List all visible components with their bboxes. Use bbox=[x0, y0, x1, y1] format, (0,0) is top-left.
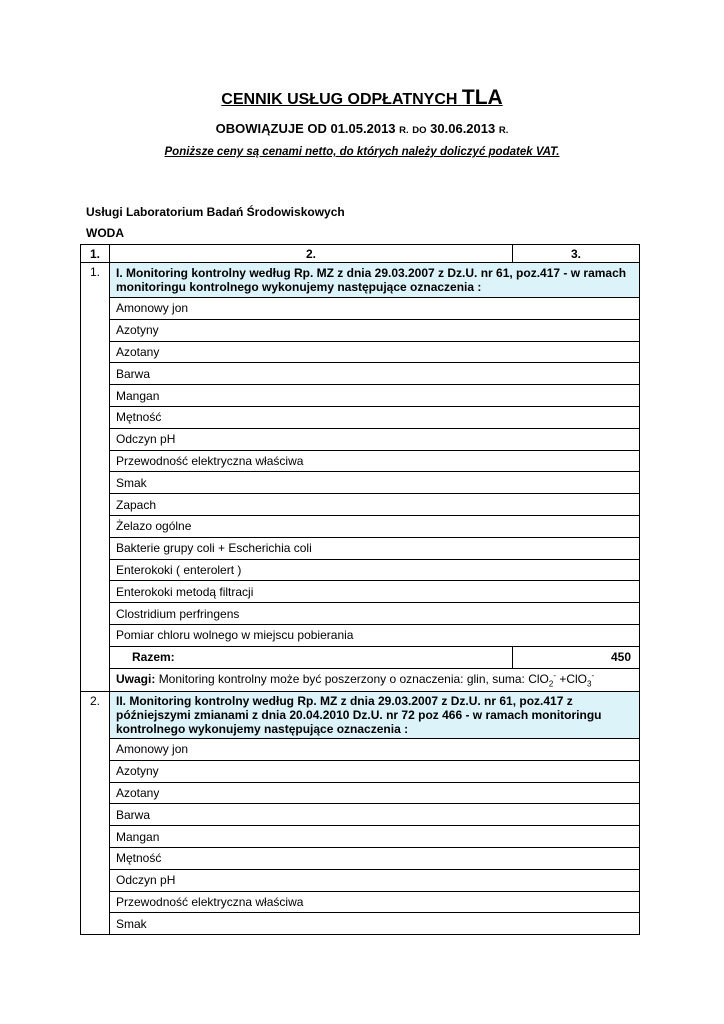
item-label: Clostridium perfringens bbox=[110, 603, 640, 625]
header-col-1: 1. bbox=[81, 245, 110, 263]
subsection-title: WODA bbox=[86, 226, 124, 240]
table-row bbox=[81, 760, 640, 782]
sum-value: 450 bbox=[513, 646, 640, 668]
table-row bbox=[81, 406, 640, 428]
validity-r1: R. bbox=[399, 125, 409, 136]
group-heading: II. Monitoring kontrolny według Rp. MZ z dnia 29.03.2007 z Dz.U. nr 61, poz.417 z późniejszymi zmianami z dnia 20.04.2010 Dz.U. nr 72 poz 466 - w ramach monitoringu kontrolnego wykonujemy następujące oznaczenia : bbox=[110, 691, 640, 738]
remarks-sup2: - bbox=[591, 670, 595, 680]
item-label: Amonowy jon bbox=[110, 738, 640, 760]
header-col-3: 3. bbox=[513, 245, 640, 263]
remarks-label: Uwagi: bbox=[116, 671, 156, 686]
table-row bbox=[81, 869, 640, 891]
header-col-2: 2. bbox=[110, 245, 513, 263]
item-label: Bakterie grupy coli + Escherichia coli bbox=[110, 537, 640, 559]
item-label: Przewodność elektryczna właściwa bbox=[110, 450, 640, 472]
table-row bbox=[81, 472, 640, 494]
table-row bbox=[81, 298, 640, 320]
item-label: Enterokoki ( enterolert ) bbox=[110, 559, 640, 581]
table-row bbox=[81, 385, 640, 407]
item-label: Smak bbox=[110, 913, 640, 935]
item-label: Pomiar chloru wolnego w miejscu pobierania bbox=[110, 624, 640, 646]
item-label: Przewodność elektryczna właściwa bbox=[110, 891, 640, 913]
validity-r2: R. bbox=[498, 125, 509, 136]
table-row bbox=[81, 826, 640, 848]
table-row bbox=[81, 319, 640, 341]
item-label: Barwa bbox=[110, 804, 640, 826]
item-label: Odczyn pH bbox=[110, 869, 640, 891]
validity-end: 30.06.2013 bbox=[430, 121, 496, 136]
table-header-row bbox=[81, 245, 640, 263]
item-label: Azotyny bbox=[110, 319, 640, 341]
sum-label: Razem: bbox=[110, 646, 513, 668]
title-main: CENNIK USŁUG ODPŁATNYCH bbox=[221, 91, 458, 108]
item-label: Smak bbox=[110, 472, 640, 494]
item-label: Mętność bbox=[110, 406, 640, 428]
sum-row bbox=[81, 646, 640, 668]
validity-prefix: OBOWIĄZUJE OD 01.05.2013 bbox=[215, 121, 396, 136]
remarks-sub1: 2 bbox=[548, 678, 554, 688]
table-row bbox=[81, 581, 640, 603]
table-row bbox=[81, 494, 640, 516]
remarks-sup1: - bbox=[553, 670, 556, 680]
section-title: Usługi Laboratorium Badań Środowiskowych bbox=[86, 205, 345, 219]
title-suffix: TLA bbox=[461, 86, 503, 109]
table-row bbox=[81, 537, 640, 559]
table-row bbox=[81, 782, 640, 804]
item-label: Żelazo ogólne bbox=[110, 515, 640, 537]
price-table bbox=[80, 244, 640, 935]
item-label: Enterokoki metodą filtracji bbox=[110, 581, 640, 603]
table-row bbox=[81, 847, 640, 869]
table-row bbox=[81, 559, 640, 581]
item-label: Mangan bbox=[110, 826, 640, 848]
group-number: 2. bbox=[81, 691, 110, 738]
table-row bbox=[81, 913, 640, 935]
item-label: Zapach bbox=[110, 494, 640, 516]
item-label: Barwa bbox=[110, 363, 640, 385]
table-row bbox=[81, 804, 640, 826]
group-heading-row bbox=[81, 691, 640, 738]
remarks bbox=[110, 668, 640, 691]
validity-period bbox=[0, 121, 724, 136]
table-row bbox=[81, 450, 640, 472]
vat-note: Poniższe ceny są cenami netto, do których należy doliczyć podatek VAT. bbox=[164, 146, 560, 158]
table-row bbox=[81, 891, 640, 913]
validity-do: DO bbox=[412, 125, 427, 136]
table-row bbox=[81, 738, 640, 760]
group-number: 1. bbox=[81, 263, 110, 298]
table-row bbox=[81, 428, 640, 450]
table-row bbox=[81, 363, 640, 385]
remarks-mid: +ClO bbox=[556, 671, 588, 686]
remarks-text: Monitoring kontrolny może być poszerzony o oznaczenia: glin, suma: ClO bbox=[158, 671, 549, 686]
item-label: Odczyn pH bbox=[110, 428, 640, 450]
item-label: Mętność bbox=[110, 847, 640, 869]
group-heading-row bbox=[81, 263, 640, 298]
table-row bbox=[81, 624, 640, 646]
table-row bbox=[81, 341, 640, 363]
remarks-row bbox=[81, 668, 640, 691]
item-label: Amonowy jon bbox=[110, 298, 640, 320]
remarks-sub2: 3 bbox=[587, 678, 592, 688]
item-label: Azotany bbox=[110, 782, 640, 804]
table-row bbox=[81, 603, 640, 625]
table-row bbox=[81, 515, 640, 537]
group-heading: I. Monitoring kontrolny według Rp. MZ z dnia 29.03.2007 z Dz.U. nr 61, poz.417 - w ramach monitoringu kontrolnego wykonujemy następujące oznaczenia : bbox=[110, 263, 640, 298]
item-label: Mangan bbox=[110, 385, 640, 407]
item-label: Azotyny bbox=[110, 760, 640, 782]
document-title bbox=[0, 86, 724, 110]
item-label: Azotany bbox=[110, 341, 640, 363]
